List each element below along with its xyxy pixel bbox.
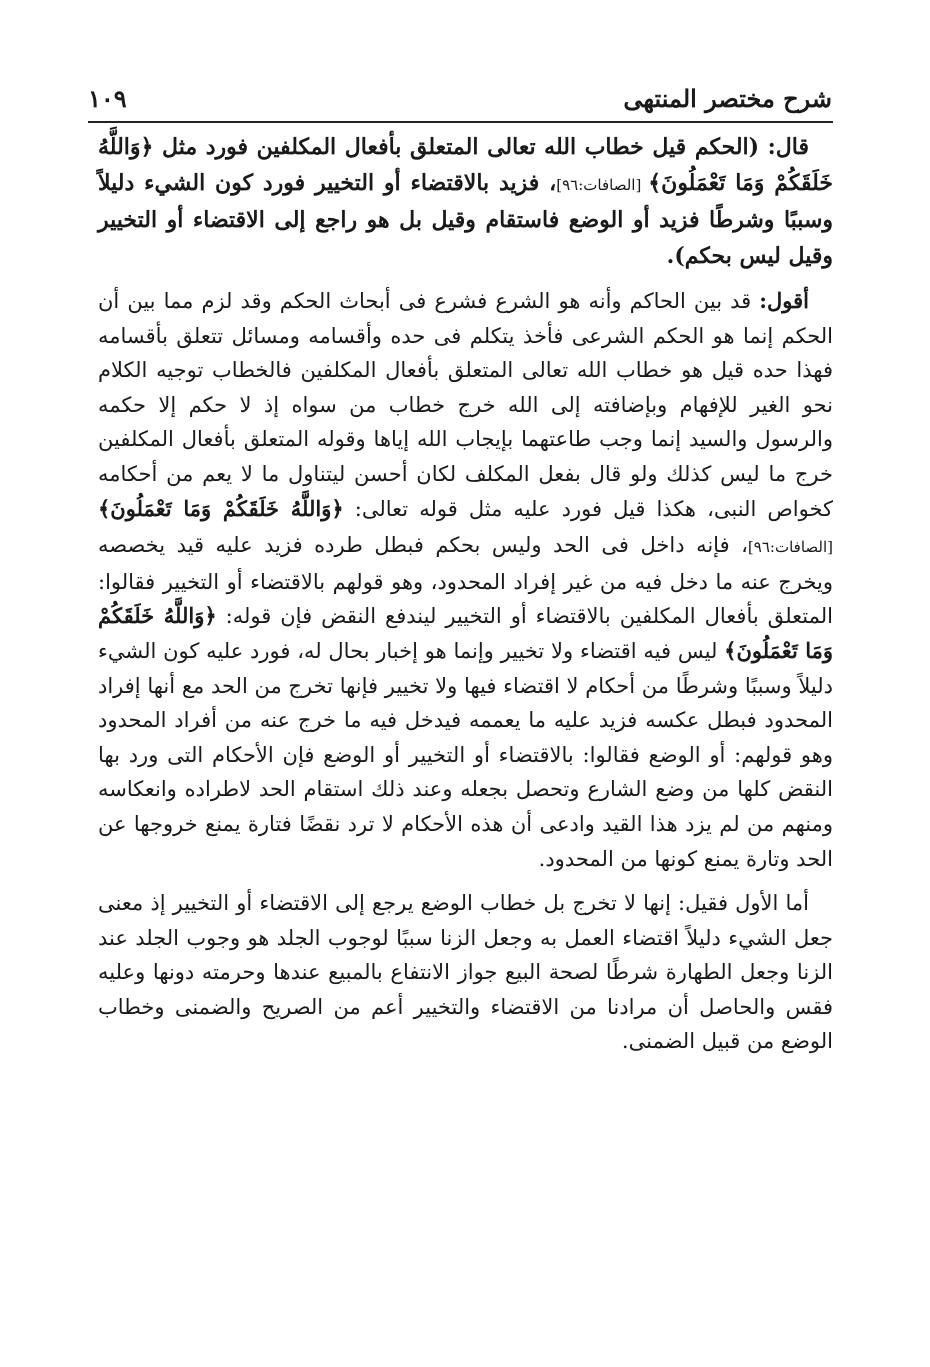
commentary-text-2: ، فإنه داخل فى الحد وليس بحكم فبطل طرده فزيد عليه قيد يخصصه ويخرج عنه ما دخل فيه من غير إفراد المحدود، وهو قولهم بالاقتضاء أو التخيير فقالوا: المتعلق بأفعال المكلفين بالاقتضاء أو التخيير ليندفع النقض فإن قوله: (98, 533, 833, 629)
quote-text-2: ، فزيد بالاقتضاء أو التخيير فورد كون الشيء دليلاً وسببًا وشرطًا فزيد أو الوضع فاستقام وقيل بل هو راجع إلى الاقتضاء أو التخيير وقيل ليس بحكم). (98, 169, 833, 269)
commentary-paragraph (98, 284, 833, 876)
quran-verse: ﴿وَاللَّهُ خَلَقَكُمْ وَمَا تَعْمَلُونَ﴾ (98, 134, 833, 196)
verse-reference: [الصافات:٩٦] (556, 175, 649, 194)
quote-paragraph (98, 130, 833, 274)
quote-label: قال: (767, 134, 809, 160)
quran-verse-1: ﴿وَاللَّهُ خَلَقَكُمْ وَمَا تَعْمَلُونَ﴾ (98, 495, 344, 521)
commentary-text-3: ليس فيه اقتضاء ولا تخيير وإنما هو إخبار بحال له، فورد عليه كون الشيء دليلاً وسببًا وشرطًا من أحكام لا اقتضاء فيها ولا تخيير فإنها تخرج من الحد مع أنها إفراد المحدود فبطل عكسه فزيد عليه ما يعممه فيدخل فيه ما خرج عنه من أفراد المحدود وهو قولهم: أو الوضع فقالوا: بالاقتضاء أو التخيير أو الوضع فإن الأحكام التى ورد بها النقض كلها من وضع الشارع وتحصل بجعله وعند ذلك استقام الحد لاطراده وانعكاسه ومنهم من لم يزد هذا القيد وادعى أن هذه الأحكام لا ترد نقضًا فتارة يمنع خروجها عن الحد وتارة يمنع كونها من المحدود. (98, 638, 833, 871)
header-divider (88, 121, 833, 123)
quran-verse-2: ﴿وَاللَّهُ خَلَقَكُمْ وَمَا تَعْمَلُونَ﴾ (98, 603, 833, 663)
page-number: ١٠٩ (88, 84, 127, 113)
running-title: شرح مختصر المنتهى (623, 84, 832, 113)
third-paragraph: أما الأول فقيل: إنها لا تخرج بل خطاب الوضع يرجع إلى الاقتضاء أو التخيير إذ معنى جعل الشيء دليلاً اقتضاء العمل به وجعل الزنا سببًا لوجوب الجلد هو وجوب الجلد عند الزنا وجعل الطهارة شرطًا لصحة البيع جواز الانتفاع بالمبيع عندها وحرمته دونها وعليه فقس والحاصل أن مرادنا من الاقتضاء والتخيير أعم من الصريح والضمنى وخطاب الوضع من قبيل الضمنى. (98, 891, 833, 1054)
page-header (88, 80, 832, 120)
page-body (98, 130, 833, 1059)
commentary-label: أقول: (759, 288, 809, 313)
commentary-text-1: قد بين الحاكم وأنه هو الشرع فشرع فى أبحاث الحكم وقد لزم مما بين أن الحكم إنما هو الحكم الشرعى فأخذ يتكلم فى حده وأقسامه ومسائل تتعلق بأقسامه فهذا حده قيل هو خطاب الله تعالى المتعلق بأفعال المكلفين فالخطاب توجيه الكلام نحو الغير للإفهام وبإضافته إلى الله خرج خطاب من سواه إذ لا حكم إلا حكمه والرسول والسيد إنما وجب طاعتهما بإيجاب الله إياها وقوله المتعلق بأفعال المكلفين خرج ما ليس كذلك ولو قال بفعل المكلف لكان أحسن ليتناول ما لا يعم من أحكامه كخواص النبى، هكذا قيل فورد عليه مثل قوله تعالى: (98, 289, 833, 521)
verse-reference-1: [الصافات:٩٦] (747, 538, 833, 557)
quote-text-1: (الحكم قيل خطاب الله تعالى المتعلق بأفعال المكلفين فورد مثل (153, 134, 768, 160)
